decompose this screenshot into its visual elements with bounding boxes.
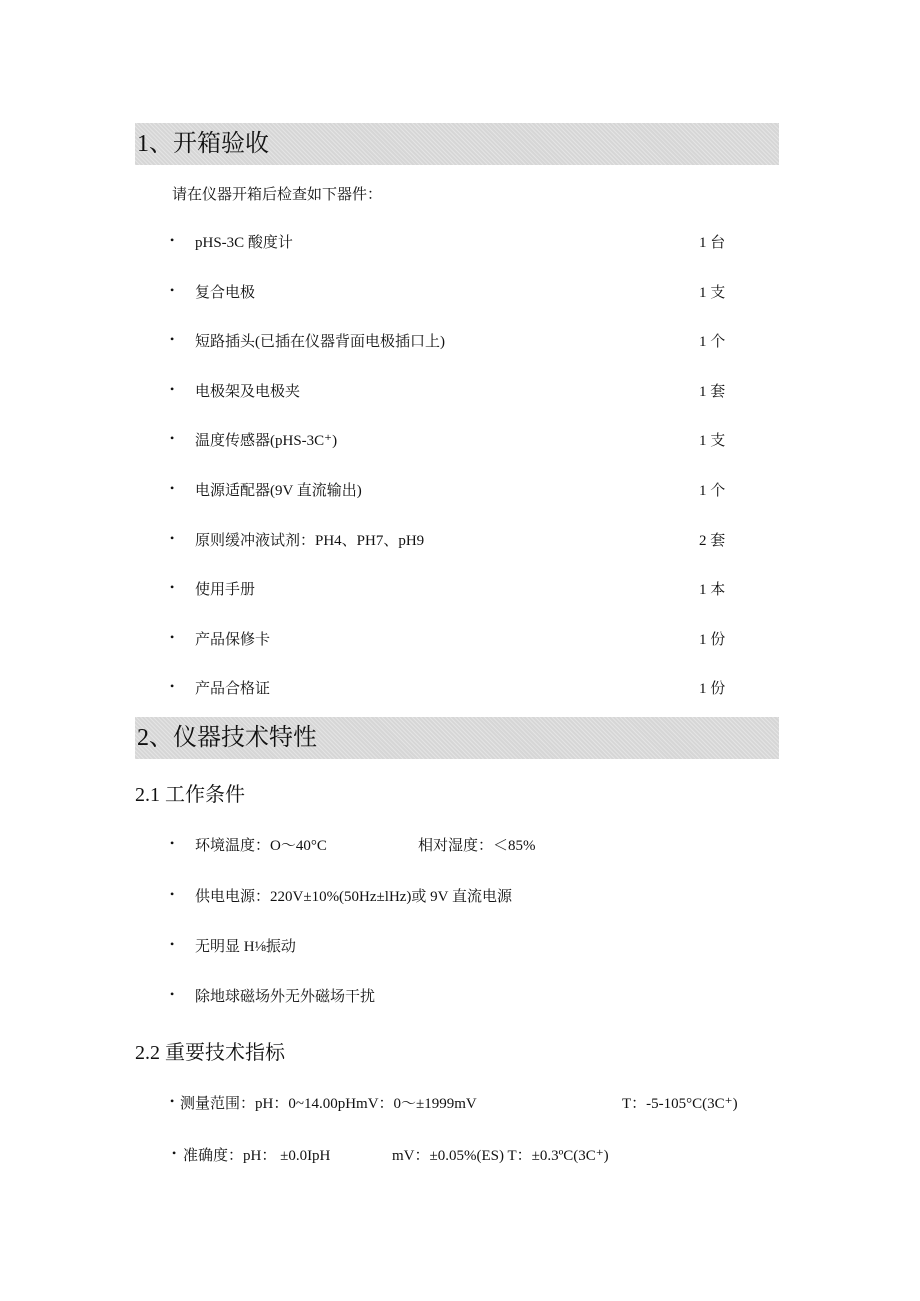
accuracy-mv-t: mV：±0.05%(ES) T：±0.3ºC(3C⁺)	[392, 1148, 609, 1164]
item-name: 电极架及电极夹	[195, 384, 301, 400]
item-name: 产品合格证	[195, 681, 271, 697]
bullet: •	[170, 332, 175, 346]
bullet: •	[170, 283, 175, 297]
ambient-temperature: 环境温度：O～40°C	[195, 838, 327, 854]
item-qty: 1 套	[699, 384, 726, 400]
item-qty: 1 个	[699, 334, 726, 350]
item-qty: 1 支	[699, 285, 726, 301]
bullet: •	[170, 836, 175, 850]
bullet: •	[170, 887, 175, 901]
item-qty: 1 份	[699, 681, 726, 697]
item-name: 原则缓冲液试剂：PH4、PH7、pH9	[195, 533, 425, 549]
bullet: •	[170, 481, 175, 495]
bullet: •	[170, 580, 175, 594]
bullet: •	[170, 233, 175, 247]
item-name: 产品保修卡	[195, 632, 271, 648]
accuracy-ph: 准确度：pH： ±0.0IpH	[183, 1148, 331, 1164]
subsection-2-2-heading: 2.2 重要技术指标	[135, 1042, 285, 1064]
item-qty: 1 台	[699, 235, 726, 251]
section2-heading: 2、仪器技术特性	[135, 717, 779, 759]
item-qty: 2 套	[699, 533, 726, 549]
item-qty: 1 本	[699, 582, 726, 598]
item-qty: 1 个	[699, 483, 726, 499]
section1-heading: 1、开箱验收	[135, 123, 779, 165]
bullet: •	[170, 382, 175, 396]
item-name: pHS-3C 酸度计	[195, 235, 293, 251]
power-supply: 供电电源：220V±10%(50Hz±lHz)或 9V 直流电源	[195, 889, 512, 905]
bullet: •	[170, 630, 175, 644]
item-name: 复合电极	[195, 285, 256, 301]
bullet: •	[170, 1094, 175, 1108]
item-qty: 1 支	[699, 433, 726, 449]
measurement-range: 测量范围：pH：0~14.00pHmV：0～±1999mV	[180, 1096, 477, 1112]
bullet: •	[170, 937, 175, 951]
bullet: •	[170, 987, 175, 1001]
bullet: •	[170, 431, 175, 445]
vibration: 无明显 H⅛振动	[195, 939, 296, 955]
subsection-2-1-heading: 2.1 工作条件	[135, 784, 245, 806]
magnetic-field: 除地球磁场外无外磁场干扰	[195, 989, 376, 1005]
item-name: 短路插头(已插在仪器背面电极插口上)	[195, 334, 445, 350]
item-qty: 1 份	[699, 632, 726, 648]
item-name: 温度传感器(pHS-3C⁺)	[195, 433, 338, 449]
section1-intro: 请在仪器开箱后检查如下器件：	[172, 187, 383, 203]
item-name: 电源适配器(9V 直流输出)	[195, 483, 362, 499]
item-name: 使用手册	[195, 582, 256, 598]
bullet: •	[170, 531, 175, 545]
relative-humidity: 相对湿度：＜85%	[418, 838, 536, 854]
bullet: •	[172, 1146, 177, 1160]
temperature-range: T：-5-105°C(3C⁺)	[622, 1096, 738, 1112]
bullet: •	[170, 679, 175, 693]
